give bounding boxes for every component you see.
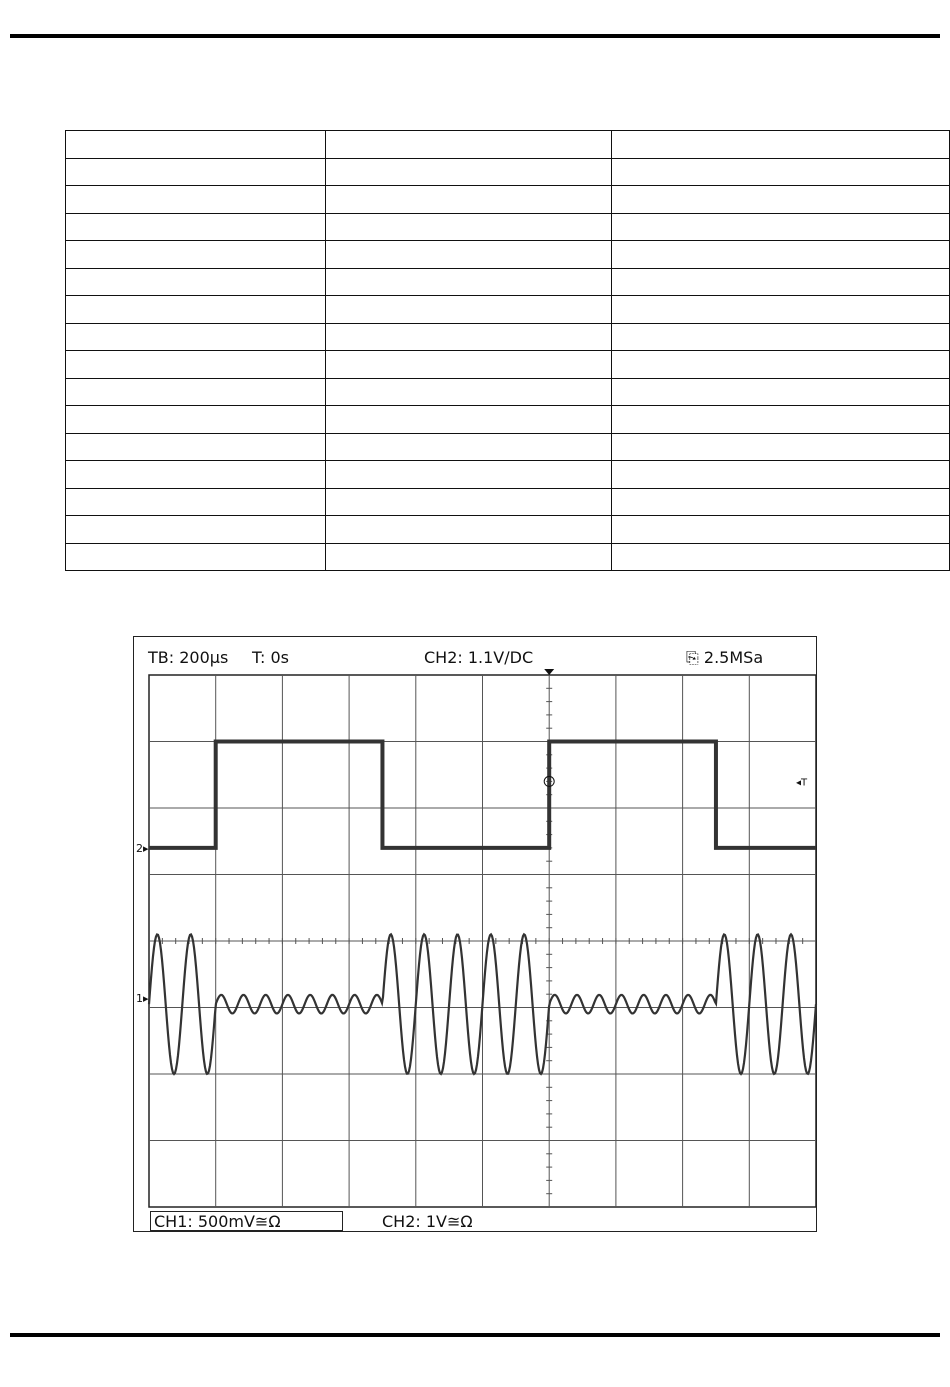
table-cell — [326, 213, 612, 241]
table-cell — [612, 241, 950, 269]
table-cell — [326, 378, 612, 406]
table-cell — [326, 268, 612, 296]
table-cell — [326, 351, 612, 379]
table-cell — [612, 461, 950, 489]
table-cell — [326, 323, 612, 351]
table-row — [66, 461, 950, 489]
table-body — [66, 131, 950, 571]
table-row — [66, 433, 950, 461]
table-cell — [66, 351, 326, 379]
table-cell — [612, 268, 950, 296]
table-cell — [612, 351, 950, 379]
ch2-trigger-label: CH2: 1.1V∕DC — [424, 648, 534, 667]
table-row — [66, 296, 950, 324]
table-row — [66, 186, 950, 214]
sample-rate-label: 2.5MSa — [703, 648, 764, 667]
trigger-time-label: T: 0s — [252, 648, 290, 667]
channel-markers — [136, 669, 808, 1005]
table-cell — [66, 158, 326, 186]
table-cell — [326, 488, 612, 516]
table-cell — [66, 268, 326, 296]
acquisition-icon: ⎘ — [686, 648, 699, 667]
table-row — [66, 378, 950, 406]
table-cell — [612, 488, 950, 516]
table-row — [66, 516, 950, 544]
table-cell — [66, 516, 326, 544]
table-cell — [612, 433, 950, 461]
table-cell — [326, 461, 612, 489]
table-cell — [612, 406, 950, 434]
table-cell — [612, 378, 950, 406]
table-row — [66, 268, 950, 296]
trigger-level-marker: ◂T — [796, 777, 808, 789]
table-cell — [612, 543, 950, 571]
table-cell — [612, 323, 950, 351]
ch1-marker: 1▸ — [136, 992, 149, 1006]
trigger-position-marker — [544, 669, 554, 675]
table-cell — [66, 131, 326, 159]
table-cell — [326, 296, 612, 324]
table-row — [66, 158, 950, 186]
table-cell — [326, 241, 612, 269]
table-cell — [66, 296, 326, 324]
timebase-label: TB: 200µs — [148, 648, 229, 667]
table-cell — [66, 241, 326, 269]
ch1-setting-label: CH1: 500mV≅Ω — [154, 1212, 281, 1231]
table-row — [66, 213, 950, 241]
table-cell — [66, 488, 326, 516]
table-cell — [326, 543, 612, 571]
ch2-marker: 2▸ — [136, 841, 149, 855]
scope-display — [134, 637, 818, 1233]
table-cell — [326, 433, 612, 461]
table-cell — [66, 433, 326, 461]
table-cell — [612, 296, 950, 324]
oscilloscope-screenshot — [133, 636, 817, 1232]
table-cell — [66, 406, 326, 434]
table-cell — [66, 461, 326, 489]
table-cell — [326, 406, 612, 434]
table-row — [66, 351, 950, 379]
table-cell — [326, 158, 612, 186]
bottom-rule — [10, 1333, 940, 1337]
table-cell — [66, 543, 326, 571]
table-cell — [326, 131, 612, 159]
ch2-setting-label: CH2: 1V≅Ω — [382, 1212, 473, 1231]
table-row — [66, 543, 950, 571]
table-cell — [66, 323, 326, 351]
table-row — [66, 323, 950, 351]
table-cell — [612, 213, 950, 241]
table-cell — [612, 186, 950, 214]
table-cell — [612, 516, 950, 544]
table-cell — [66, 186, 326, 214]
top-rule — [10, 34, 940, 38]
table-row — [66, 241, 950, 269]
data-table — [65, 130, 950, 571]
table-row — [66, 488, 950, 516]
table-row — [66, 131, 950, 159]
table-cell — [326, 516, 612, 544]
table-row — [66, 406, 950, 434]
table-cell — [326, 186, 612, 214]
table-cell — [612, 158, 950, 186]
table-cell — [66, 213, 326, 241]
table-cell — [612, 131, 950, 159]
table-cell — [66, 378, 326, 406]
